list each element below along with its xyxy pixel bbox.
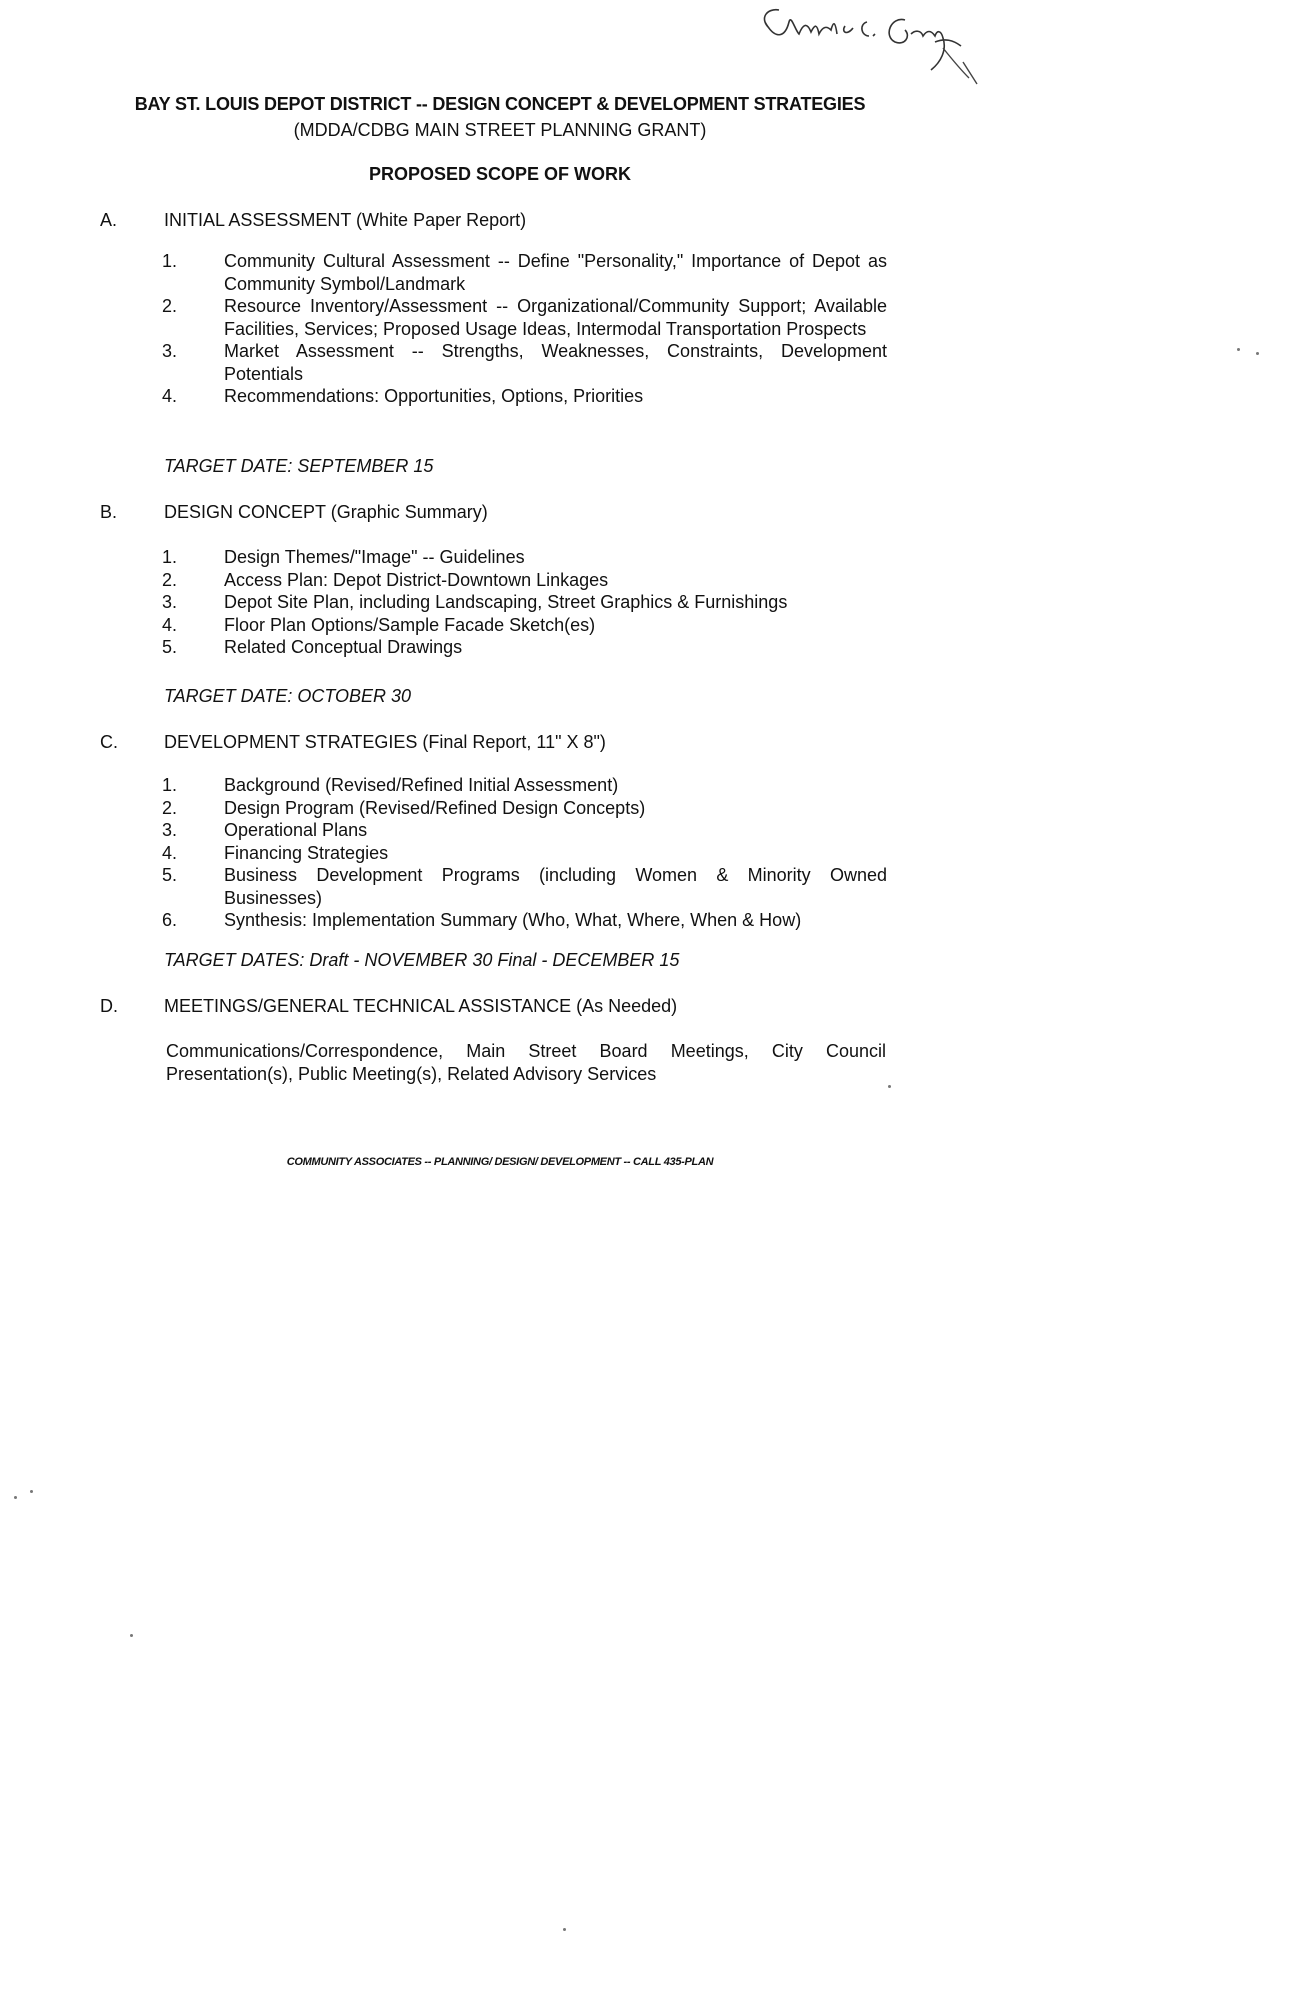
item-text: Market Assessment -- Strengths, Weaknesses, Constraints, Development Potentials — [224, 341, 887, 384]
scan-speck — [888, 1085, 891, 1088]
item-text: Access Plan: Depot District-Downtown Linkages — [224, 569, 609, 590]
item-text: Community Cultural Assessment -- Define "Personality," Importance of Depot as Community Symbol/Landmark — [224, 251, 887, 294]
scan-speck — [1237, 348, 1240, 351]
item-number: 2. — [162, 569, 178, 590]
item-number: 1. — [162, 547, 178, 567]
item-text: Operational Plans — [224, 820, 368, 840]
section-heading: DEVELOPMENT STRATEGIES (Final Report, 11" X 8") — [164, 732, 606, 752]
item-number: 3. — [162, 592, 178, 612]
scan-speck — [130, 1634, 133, 1637]
document-subtitle: (MDDA/CDBG MAIN STREET PLANNING GRANT) — [293, 120, 707, 140]
scan-speck — [563, 1928, 566, 1931]
list-item — [162, 385, 887, 408]
section-heading: DESIGN CONCEPT (Graphic Summary) — [164, 502, 488, 522]
item-text: Resource Inventory/Assessment -- Organizational/Community Support; Available Facilities, Services; Proposed Usage Ideas, Intermodal Transportation Prospects — [224, 296, 887, 339]
section-paragraph: Communications/Correspondence, Main Street Board Meetings, City Council Presentation(s), Public Meeting(s), Related Advisory Services — [166, 1041, 886, 1084]
item-text: Background (Revised/Refined Initial Assessment) — [224, 775, 619, 795]
scan-speck — [14, 1496, 17, 1499]
section-letter: C. — [100, 732, 118, 752]
scope-title: PROPOSED SCOPE OF WORK — [368, 164, 632, 184]
item-number: 3. — [162, 341, 178, 361]
item-number: 6. — [162, 910, 178, 930]
item-number: 3. — [162, 820, 178, 840]
scan-speck — [1256, 352, 1259, 355]
section-c — [100, 732, 900, 982]
list-item — [162, 546, 887, 569]
item-number: 2. — [162, 296, 178, 316]
list-item — [162, 636, 887, 659]
list-item — [162, 819, 887, 842]
item-list — [162, 250, 887, 408]
list-item — [162, 614, 887, 637]
list-item — [162, 864, 887, 909]
target-date: TARGET DATE: OCTOBER 30 — [164, 686, 412, 706]
item-number: 4. — [162, 386, 178, 406]
item-number: 2. — [162, 797, 178, 818]
item-number: 4. — [162, 614, 178, 635]
list-item — [162, 569, 887, 592]
target-date: TARGET DATES: Draft - NOVEMBER 30 Final - DECEMBER 15 — [164, 950, 680, 970]
section-heading: INITIAL ASSESSMENT (White Paper Report) — [164, 210, 527, 230]
item-number: 1. — [162, 251, 178, 271]
item-text: Design Themes/"Image" -- Guidelines — [224, 547, 525, 567]
list-item — [162, 774, 887, 797]
item-text: Recommendations: Opportunities, Options, Priorities — [224, 386, 644, 406]
item-text: Business Development Programs (including Women & Minority Owned Businesses) — [224, 865, 887, 908]
page-footer: COMMUNITY ASSOCIATES -- PLANNING/ DESIGN/ DEVELOPMENT -- CALL 435-PLAN — [286, 1156, 714, 1168]
item-number: 5. — [162, 637, 178, 657]
list-item — [162, 340, 887, 385]
item-text: Floor Plan Options/Sample Facade Sketch(es) — [224, 614, 596, 635]
section-letter: A. — [100, 210, 118, 230]
item-number: 4. — [162, 842, 178, 863]
list-item — [162, 250, 887, 295]
item-text: Depot Site Plan, including Landscaping, Street Graphics & Furnishings — [224, 592, 788, 612]
list-item — [162, 295, 887, 340]
document-title: BAY ST. LOUIS DEPOT DISTRICT -- DESIGN CONCEPT & DEVELOPMENT STRATEGIES — [134, 94, 866, 114]
section-letter: D. — [100, 996, 118, 1016]
section-b — [100, 502, 900, 722]
section-d — [100, 996, 900, 1096]
target-date: TARGET DATE: SEPTEMBER 15 — [164, 456, 434, 476]
item-list — [162, 774, 887, 932]
list-item — [162, 909, 887, 932]
section-heading: MEETINGS/GENERAL TECHNICAL ASSISTANCE (As Needed) — [164, 996, 678, 1016]
item-text: Related Conceptual Drawings — [224, 637, 463, 657]
section-letter: B. — [100, 502, 118, 522]
section-a — [100, 210, 900, 480]
item-text: Synthesis: Implementation Summary (Who, What, Where, When & How) — [224, 910, 802, 930]
list-item — [162, 842, 887, 865]
item-number: 5. — [162, 865, 178, 885]
list-item — [162, 797, 887, 820]
list-item — [162, 591, 887, 614]
item-number: 1. — [162, 775, 178, 795]
handwritten-signature — [755, 0, 995, 90]
item-text: Financing Strategies — [224, 842, 389, 863]
scan-speck — [30, 1490, 33, 1493]
item-text: Design Program (Revised/Refined Design Concepts) — [224, 797, 646, 818]
item-list — [162, 546, 887, 659]
